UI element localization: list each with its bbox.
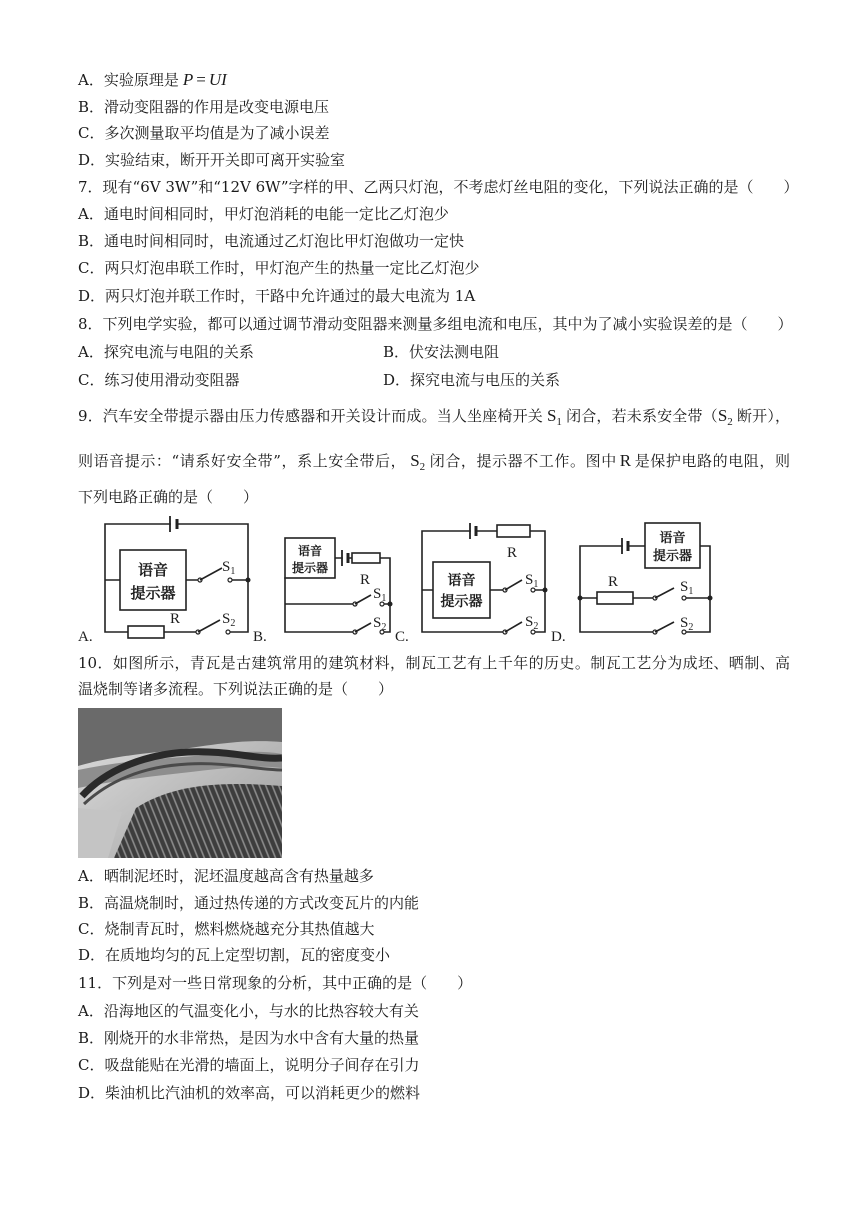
switch-subscript: 2: [419, 461, 426, 473]
voice-prompter-label-bottom: 提示器: [652, 549, 693, 564]
junction-dot: [578, 596, 583, 601]
circuit-b: [285, 538, 393, 634]
label-s1: [222, 559, 235, 577]
resistor-r: [497, 525, 530, 537]
switch-letter: S: [546, 406, 557, 425]
switch-s1-symbol: [546, 406, 562, 428]
switch-s1-blade: [655, 588, 674, 598]
switch-s1-blade: [355, 595, 371, 604]
switch-s2-blade: [198, 620, 220, 632]
switch-s1-contact: [228, 578, 232, 582]
voice-prompter-label-top: 语音: [137, 561, 169, 579]
formula-p-equals-ui: [183, 70, 227, 89]
q8-option-d: D．探究电流与电压的关系: [383, 371, 561, 389]
junction-dot: [246, 578, 251, 583]
q6-option-a: [78, 70, 227, 90]
q11-option-c: C．吸盘能贴在光滑的墙面上，说明分子间存在引力: [78, 1056, 420, 1074]
q8-stem: 8．下列电学实验，都可以通过调节滑动变阻器来测量多组电流和电压，其中为了减小实验误差的是（ ）: [78, 315, 793, 333]
q7-option-b: B．通电时间相同时，电流通过乙灯泡比甲灯泡做功一定快: [78, 232, 465, 250]
q6-option-a-text: A．实验原理是: [78, 71, 179, 89]
figure-option-c-label: C.: [395, 629, 409, 645]
q10-option-d: D．在质地均匀的瓦上定型切割，瓦的密度变小: [78, 946, 391, 964]
q11-stem: 11．下列是对一些日常现象的分析，其中正确的是（ ）: [78, 974, 473, 992]
q10-stem-line-2: 温烧制等诸多流程。下列说法正确的是（ ）: [78, 680, 394, 698]
switch-s2-symbol: [410, 451, 426, 473]
q10-option-a: A．晒制泥坯时，泥坯温度越高含有热量越多: [78, 867, 374, 885]
label-sub: 2: [381, 622, 387, 633]
switch-s2-blade: [355, 623, 371, 632]
label-sub: 1: [533, 579, 539, 590]
switch-subscript: 1: [556, 416, 562, 428]
label-sub: 1: [381, 593, 387, 604]
q9-stem-line-3: 下列电路正确的是（ ）: [78, 488, 259, 506]
q10-option-c: C．烧制青瓦时，燃料燃烧越充分其热值越大: [78, 920, 375, 938]
q8-option-b: B．伏安法测电阻: [383, 343, 500, 361]
circuit-d: [578, 523, 713, 634]
circuit-a: [105, 516, 251, 638]
q7-option-c: C．两只灯泡串联工作时，甲灯泡产生的热量一定比乙灯泡少: [78, 259, 480, 277]
figure-option-d-label: D.: [551, 629, 566, 645]
q6-option-c: C．多次测量取平均值是为了减小误差: [78, 124, 330, 142]
label-sub: 2: [230, 618, 236, 629]
label-sub: 2: [533, 621, 539, 632]
voice-prompter-label-bottom: 提示器: [440, 594, 483, 610]
label-s2: [525, 614, 538, 632]
label-r: R: [360, 572, 371, 588]
voice-prompter-label-top: 语音: [297, 544, 323, 558]
label-s: S: [680, 615, 689, 631]
switch-s2-symbol: [717, 406, 733, 428]
formula-ui: UI: [208, 70, 227, 89]
switch-letter: S: [410, 451, 420, 470]
switch-s2-contact: [226, 630, 230, 634]
resistor-symbol-r: R: [619, 451, 632, 470]
q10-option-b: B．高温烧制时，通过热传递的方式改变瓦片的内能: [78, 894, 420, 912]
label-r: R: [507, 545, 518, 561]
label-s: S: [525, 614, 534, 630]
q9-text: 闭合，提示器不工作。图中: [429, 452, 617, 470]
label-s2: [680, 615, 693, 633]
q7-stem: 7．现有“6V 3W”和“12V 6W”字样的甲、乙两只灯泡，不考虑灯丝电阻的变化，下列说法正确的是（ ）: [78, 178, 799, 196]
label-sub: 2: [688, 622, 694, 633]
resistor-r: [128, 626, 164, 638]
label-s: S: [222, 611, 231, 627]
formula-p: P: [182, 70, 194, 89]
switch-s1-blade: [505, 580, 522, 590]
voice-prompter-label-bottom: 提示器: [291, 561, 329, 575]
q9-stem-line-2: [78, 451, 790, 471]
switch-s2-blade: [655, 622, 674, 632]
label-r: R: [608, 574, 619, 590]
resistor-r: [597, 592, 633, 604]
q11-option-b: B．刚烧开的水非常热，是因为水中含有大量的热量: [78, 1029, 420, 1047]
q8-option-c: C．练习使用滑动变阻器: [78, 371, 240, 389]
q9-text: 9．汽车安全带提示器由压力传感器和开关设计而成。当人坐座椅开关: [78, 407, 543, 425]
label-s1: [680, 579, 693, 597]
switch-s1-blade: [200, 568, 222, 580]
label-s1: [373, 586, 386, 604]
q7-option-a: A．通电时间相同时，甲灯泡消耗的电能一定比乙灯泡少: [78, 205, 449, 223]
voice-prompter-label-bottom: 提示器: [130, 584, 176, 602]
label-sub: 1: [688, 586, 694, 597]
junction-dot: [543, 588, 548, 593]
label-s2: [222, 611, 235, 629]
q11-option-a: A．沿海地区的气温变化小，与水的比热容较大有关: [78, 1002, 419, 1020]
label-s: S: [525, 572, 534, 588]
formula-equals: =: [196, 70, 206, 89]
switch-letter: S: [717, 406, 728, 425]
switch-subscript: 2: [727, 416, 733, 428]
label-sub: 1: [230, 566, 236, 577]
q9-text: 断开），: [736, 407, 790, 425]
label-s: S: [373, 586, 382, 602]
label-s: S: [373, 615, 382, 631]
switch-s2-blade: [505, 622, 522, 632]
label-s: S: [680, 579, 689, 595]
q9-circuit-diagrams: [78, 510, 728, 645]
junction-dot: [708, 596, 713, 601]
label-r: R: [170, 611, 181, 627]
figure-option-a-label: A.: [78, 629, 93, 645]
q6-option-b: B．滑动变阻器的作用是改变电源电压: [78, 98, 330, 116]
q7-option-d: D．两只灯泡并联工作时，干路中允许通过的最大电流为 1A: [78, 287, 476, 305]
q11-option-d: D．柴油机比汽油机的效率高，可以消耗更少的燃料: [78, 1084, 421, 1102]
roof-tiles-photo: [78, 708, 282, 858]
q8-option-a: A．探究电流与电阻的关系: [78, 343, 254, 361]
label-s: S: [222, 559, 231, 575]
q9-text: 是保护电路的电阻，则: [634, 452, 790, 470]
q9-text: 则语音提示：“请系好安全带”，系上安全带后，: [78, 452, 407, 470]
q9-stem-line-1: [78, 406, 790, 426]
label-s2: [373, 615, 386, 633]
figure-option-b-label: B.: [253, 629, 267, 645]
label-s1: [525, 572, 538, 590]
circuit-c: [422, 523, 548, 634]
voice-prompter-label-top: 语音: [659, 531, 686, 546]
junction-dot: [388, 602, 393, 607]
q10-stem-line-1: 10．如图所示，青瓦是古建筑常用的建筑材料，制瓦工艺有上千年的历史。制瓦工艺分为成坯、晒制、高: [78, 654, 790, 672]
voice-prompter-label-top: 语音: [447, 573, 476, 589]
resistor-r: [352, 553, 380, 563]
switch-s1-contact: [682, 596, 686, 600]
q6-option-d: D．实验结束，断开开关即可离开实验室: [78, 151, 346, 169]
q9-text: 闭合，若未系安全带（: [565, 407, 718, 425]
